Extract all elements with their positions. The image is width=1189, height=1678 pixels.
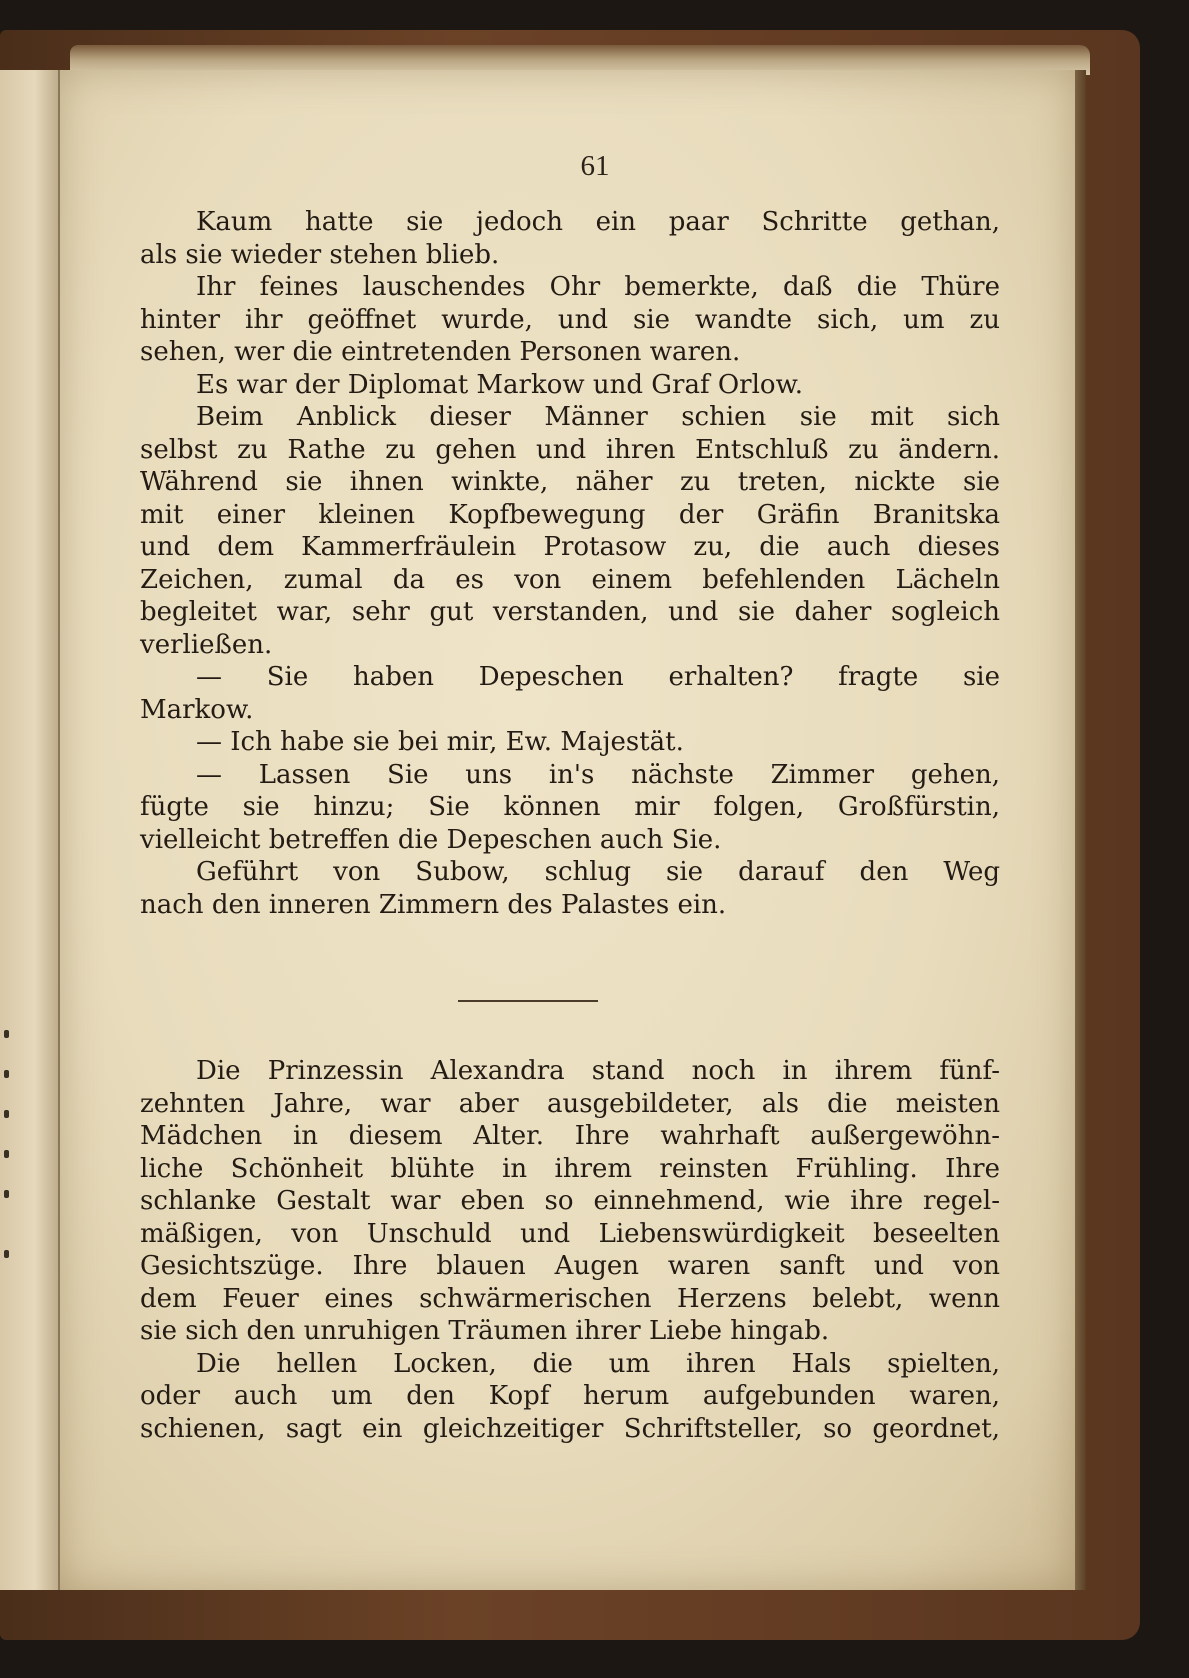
page-number: 61 <box>580 150 610 182</box>
text-line: — Lassen Sie uns in's nächste Zimmer gehen, <box>196 759 1000 790</box>
text-line: nach den inneren Zimmern des Palastes ein. <box>140 889 727 920</box>
text-line: begleitet war, sehr gut verstanden, und sie daher sogleich <box>140 597 1000 627</box>
left-page-mark <box>4 1030 9 1038</box>
text-line: schlanke Gestalt war eben so einnehmend, wie ihre regel- <box>140 1186 1000 1216</box>
left-page-mark <box>4 1070 9 1078</box>
text-line: als sie wieder stehen blieb. <box>140 239 500 270</box>
left-page-edge <box>0 70 60 1590</box>
text-line: liche Schönheit blühte in ihrem reinsten Frühling. Ihre <box>140 1153 1000 1184</box>
text-block-upper <box>140 206 1000 921</box>
text-line: Mädchen in diesem Alter. Ihre wahrhaft außergewöhn- <box>140 1121 1000 1151</box>
text-line: Während sie ihnen winkte, näher zu treten, nickte sie <box>140 467 1000 497</box>
text-line: Zeichen, zumal da es von einem befehlenden Lächeln <box>140 564 1000 595</box>
text-line: mit einer kleinen Kopfbewegung der Gräfin Branitska <box>140 499 1000 530</box>
text-line: — Ich habe sie bei mir, Ew. Majestät. <box>196 727 684 757</box>
text-line: mäßigen, von Unschuld und Liebenswürdigkeit beseelten <box>140 1218 1000 1249</box>
text-line: Die Prinzessin Alexandra stand noch in ihrem fünf- <box>196 1056 1000 1086</box>
text-line: Markow. <box>140 694 254 725</box>
text-line: und dem Kammerfräulein Protasow zu, die auch dieses <box>140 532 1000 562</box>
text-block-lower <box>140 1055 1000 1445</box>
text-line: selbst zu Rathe zu gehen und ihren Entschluß zu ändern. <box>140 434 1000 465</box>
left-page-mark <box>4 1190 9 1198</box>
text-line: dem Feuer eines schwärmerischen Herzens belebt, wenn <box>140 1283 1000 1314</box>
book-page <box>60 70 1075 1590</box>
text-line: Die hellen Locken, die um ihren Hals spielten, <box>196 1348 1000 1379</box>
text-line: hinter ihr geöffnet wurde, und sie wandte sich, um zu <box>140 304 1000 335</box>
text-line: Ihr feines lauschendes Ohr bemerkte, daß die Thüre <box>196 272 1000 302</box>
text-line: vielleicht betreffen die Depeschen auch Sie. <box>140 824 722 855</box>
text-line: Es war der Diplomat Markow und Graf Orlow. <box>196 369 804 400</box>
left-page-mark <box>4 1110 9 1118</box>
text-line: sehen, wer die eintretenden Personen waren. <box>140 337 741 367</box>
text-line: verließen. <box>140 629 273 660</box>
section-divider <box>458 1000 598 1002</box>
left-page-mark <box>4 1150 9 1158</box>
text-line: fügte sie hinzu; Sie können mir folgen, Großfürstin, <box>140 792 1000 822</box>
text-line: Geführt von Subow, schlug sie darauf den Weg <box>196 857 1000 887</box>
text-line: — Sie haben Depeschen erhalten? fragte sie <box>196 662 1000 692</box>
left-page-mark <box>4 1250 9 1258</box>
text-line: Kaum hatte sie jedoch ein paar Schritte gethan, <box>196 207 1000 237</box>
text-line: Beim Anblick dieser Männer schien sie mit sich <box>196 402 1000 432</box>
text-line: oder auch um den Kopf herum aufgebunden waren, <box>140 1381 1000 1411</box>
text-line: Gesichtszüge. Ihre blauen Augen waren sanft und von <box>140 1251 1000 1281</box>
text-line: sie sich den unruhigen Träumen ihrer Liebe hingab. <box>140 1316 830 1346</box>
text-line: zehnten Jahre, war aber ausgebildeter, als die meisten <box>140 1088 1000 1119</box>
text-line: schienen, sagt ein gleichzeitiger Schriftsteller, so geordnet, <box>140 1413 1000 1444</box>
